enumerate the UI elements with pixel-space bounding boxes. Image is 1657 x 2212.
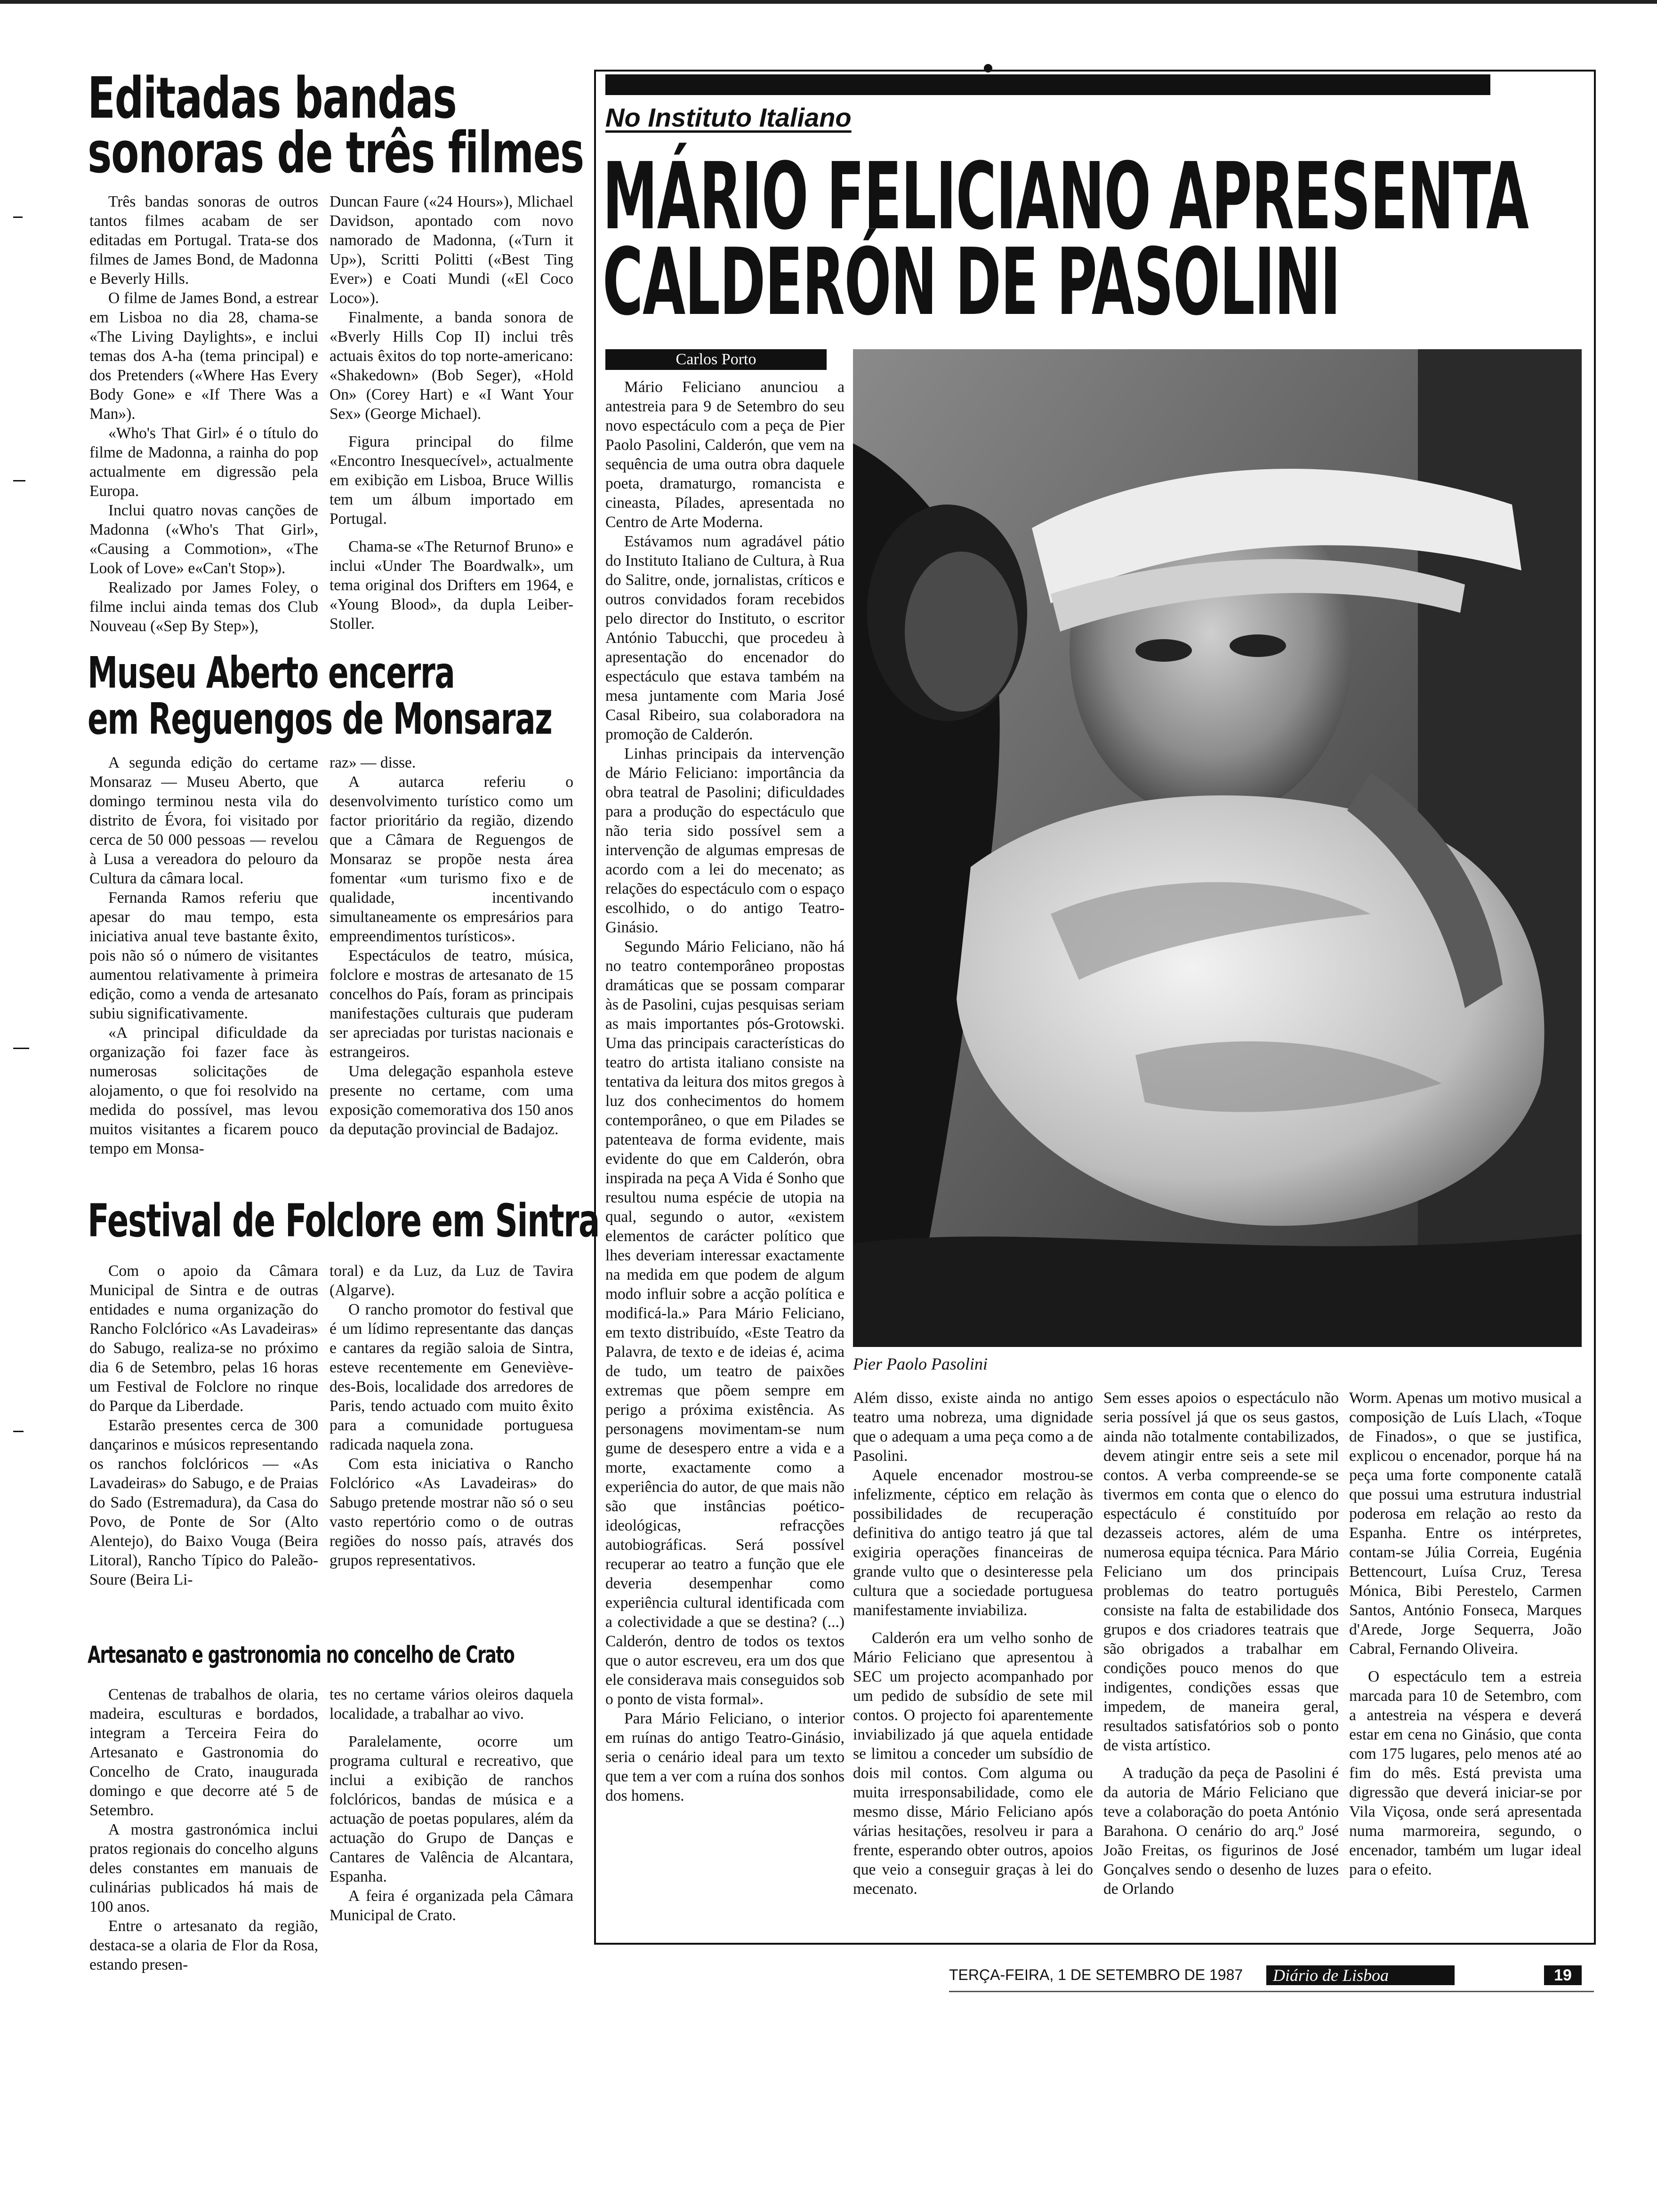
paragraph: Entre o artesanato da região, destaca-se a olaria de Flor da Rosa, estando presen- — [89, 1917, 318, 1973]
article2-headline-line1: Museu Aberto encerra — [88, 648, 455, 698]
paragraph: A tradução da peça de Pasolini é da autoria de Mário Feliciano que teve a colaboração do poeta António Barahona. O cenário do arq.º José João Freitas, os figurinos de José Gonçalves sendo o desenho de luzes de Orlando — [1103, 1764, 1339, 1898]
paragraph: «A principal dificuldade da organização foi fazer face às numerosas solicitações de alojamento, o que foi resolvido na medida do possível, mas levou muitos visitantes a ficarem pouco tempo em Monsa- — [89, 1024, 318, 1157]
article1-headline-line2: sonoras de três filmes — [88, 120, 584, 186]
paragraph: A mostra gastronómica inclui pratos regionais do concelho alguns deles constantes em manuais de culinárias publicados há mais de 100 anos. — [89, 1821, 318, 1915]
article1-headline-line1: Editadas bandas — [88, 66, 457, 131]
paragraph: O rancho promotor do festival que é um lídimo representante das danças e cantares da região saloia de Sintra, esteve recentemente em Geneviève-des-Bois, localidade dos arredores de Paris, tendo actuado com muito êxito para a comunidade portuguesa radicada naquela zona. — [330, 1301, 573, 1453]
paragraph: A autarca referiu o desenvolvimento turístico como um factor prioritário da região, dizendo que a Câmara de Reguengos de Monsaraz se propõe nesta área fomentar «um turismo fixo e de qualidade, incentivando simultaneamente os empresários para empreendimentos turísticos». — [330, 773, 573, 945]
paragraph: Realizado por James Foley, o filme inclui ainda temas dos Club Nouveau («Sep By Step»), — [89, 579, 318, 635]
paragraph: Linhas principais da intervenção de Mário Feliciano: importância da obra teatral de Pasolini; dificuldades para a produção do espectáculo que não teria sido possível sem a intervenção de algumas empresas de acordo com a lei do mecenato; as relações do espectáculo com o espaço escolhido, o do antigo Teatro-Ginásio. — [605, 745, 845, 936]
paragraph: O filme de James Bond, a estrear em Lisboa no dia 28, chama-se «The Living Daylights», e inclui temas dos A-ha (tema principal) e dos Pretenders («Where Has Every Body Gone» e «If There Was a Man»). — [89, 289, 318, 423]
paragraph: tes no certame vários oleiros daquela localidade, a trabalhar ao vivo. — [330, 1686, 573, 1723]
paragraph: Três bandas sonoras de outros tantos filmes acabam de ser editadas em Portugal. Trata-se dos filmes de James Bond, de Madonna e Beverly Hills. — [89, 193, 318, 288]
paragraph: «Who's That Girl» é o título do filme de Madonna, a rainha do pop actualmente em digressão pela Europa. — [89, 425, 318, 500]
paragraph: Para Mário Feliciano, o interior em ruínas do antigo Teatro-Ginásio, seria o cenário ideal para um texto que tem a ver com a ruína dos sonhos dos homens. — [605, 1710, 845, 1804]
main-col4 — [1349, 1388, 1582, 1879]
paragraph: Uma delegação espanhola esteve presente no certame, com uma exposição comemorativa dos 150 anos da deputação provincial de Badajoz. — [330, 1063, 573, 1138]
paragraph: raz» — disse. — [330, 754, 416, 771]
footer-date: TERÇA-FEIRA, 1 DE SETEMBRO DE 1987 — [949, 1966, 1243, 1983]
article2-col1 — [89, 753, 318, 1158]
article4-col2 — [330, 1685, 573, 1925]
paragraph: A feira é organizada pela Câmara Municipal de Crato. — [330, 1887, 573, 1924]
main-col3 — [1103, 1388, 1339, 1899]
paragraph: Segundo Mário Feliciano, não há no teatro contemporâneo propostas dramáticas que se possam comparar às de Pasolini, cujas pesquisas seriam as mais importantes pós-Grotowski. Uma das principais características do teatro do artista italiano consiste na tentativa da leitura dos mitos gregos à luz dos conhecimentos do homem contemporâneo, o que em Pilades se patenteava de forma evidente, mais evidente do que em Calderón, obra inspirada na peça A Vida é Sonho que resultou numa espécie de utopia na qual, segundo o autor, «existem elementos de carácter político que lhes deveriam interessar exactamente na medida em que podem de algum modo influir sobre a acção política e modificá-la.» Para Mário Feliciano, em texto distribuído, «Este Teatro da Palavra, de texto e de ideias é, acima de tudo, um teatro de paixões extremas que põem sempre em perigo a próxima existência. As personagens movimentam-se num gume de desespero entre a vida e a morte, exactamente como a experiência do autor, de que mais não são que instâncias poético-ideológicas, refracções autobiográficas. Será possível recuperar ao teatro a função que ele deveria desempenhar como experiência cultural identificada com a colectividade a que se destina? (...) Calderón, dentro de todos os textos que o autor escreveu, era um dos que ele considerava mais conseguidos sob o ponto de vista formal». — [605, 938, 845, 1708]
paragraph: Finalmente, a banda sonora de «Bverly Hills Cop II) inclui três actuais êxitos do top norte-americano: «Shakedown» (Bob Seger), «Hold On» (Corey Hart) e «I Want Your Sex» (George Michael). — [330, 309, 573, 423]
top-scan-line — [0, 0, 1657, 4]
paragraph: Além disso, existe ainda no antigo teatro uma nobreza, uma dignidade que o adequam a uma peça como a de Pasolini. — [853, 1389, 1093, 1465]
paragraph: A segunda edição do certame Monsaraz — Museu Aberto, que domingo terminou nesta vila do distrito de Évora, foi visitado por cerca de 50 000 pessoas — revelou à Lusa a vereadora do pelouro da Cultura da câmara local. — [89, 754, 318, 887]
paragraph: Sem esses apoios o espectáculo não seria possível já que os seus gastos, ainda não totalmente contabilizados, devem atingir entre seis a sete mil contos. A verba compreende-se se tivermos em conta que o elenco do espectáculo é constituído por dezasseis actores, além de uma numerosa equipa técnica. Para Mário Feliciano um dos principais problemas do teatro português consiste na falta de estabilidade dos grupos e dos criadores teatrais que são obrigados a trabalhar em condições pouco menos do que indigentes, condições essas que impedem, de maneira geral, resultados satisfatórios sob o ponto de vista artístico. — [1103, 1389, 1339, 1754]
article4-headline: Artesanato e gastronomia no concelho de Crato — [88, 1641, 515, 1668]
paragraph: Com esta iniciativa o Rancho Folclórico «As Lavadeiras» do Sabugo pretende mostrar não só o seu vasto repertório como o de outras regiões do nosso país, através dos grupos representativos. — [330, 1455, 573, 1569]
paragraph: Fernanda Ramos referiu que apesar do mau tempo, esta iniciativa anual teve bastante êxito, pois não só o número de visitantes aumentou relativamente à primeira edição, como a venda de artesanato subiu significativamente. — [89, 889, 318, 1022]
paragraph: Aquele encenador mostrou-se infelizmente, céptico em relação às possibilidades de recuperação definitiva do antigo teatro já que tal exigiria operações financeiras de grande vulto que o desinteresse pela cultura que a sociedade portuguesa manifestamente inviabiliza. — [853, 1467, 1093, 1619]
main-headline-line1: MÁRIO FELICIANO APRESENTA — [603, 143, 1528, 250]
paragraph: Centenas de trabalhos de olaria, madeira, esculturas e bordados, integram a Terceira Feira do Artesanato e Gastronomia do Concelho de Crato, inaugurada domingo e que decorre até 5 de Setembro. — [89, 1686, 318, 1819]
margin-tick — [13, 1048, 29, 1049]
paragraph: Mário Feliciano anunciou a antestreia para 9 de Setembro do seu novo espectáculo com a peça de Pier Paolo Pasolini, Calderón, que vem na sequência de uma outra obra daquele poeta, dramaturgo, romancista e cineasta, Pílades, apresentada no Centro de Arte Moderna. — [605, 378, 845, 531]
main-col1 — [605, 377, 845, 1805]
paragraph: Duncan Faure («24 Hours»), Mlichael Davidson, apontado com novo namorado de Madonna, («Turn it Up»), Scritti Politti («Best Ting Ever») e Coati Mundi («El Coco Loco»). — [330, 193, 573, 307]
paragraph: O espectáculo tem a estreia marcada para 10 de Setembro, com a antestreia na véspera e deverá estar em cena no Ginásio, que conta com 175 lugares, pelo menos até ao fim do mês. Está prevista uma digressão que deverá iniciar-se por Vila Viçosa, onde será apresentada numa marmoreira, segundo, o encenador, também um lugar ideal para o efeito. — [1349, 1668, 1582, 1878]
main-top-bar — [605, 74, 1490, 95]
article4-col1 — [89, 1685, 318, 1974]
paragraph: Com o apoio da Câmara Municipal de Sintra e de outras entidades e numa organização do Rancho Folclórico «As Lavadeiras» do Sabugo, realiza-se no próximo dia 6 de Setembro, pelas 16 horas um Festival de Folclore no rinque do Parque da Liberdade. — [89, 1262, 318, 1415]
paragraph: Chama-se «The Returnof Bruno» e inclui «Under The Boardwalk», um tema original dos Drifters em 1964, e «Young Blood», da dupla Leiber-Stoller. — [330, 538, 573, 633]
paragraph: Espectáculos de teatro, música, folclore e mostras de artesanato de 15 concelhos do País, foram as principais manifestações culturais que puderam ser apreciadas por turistas nacionais e estrangeiros. — [330, 947, 573, 1061]
photo-caption: Pier Paolo Pasolini — [853, 1354, 988, 1373]
byline-text: Carlos Porto — [676, 351, 756, 368]
footer-page-box — [1544, 1965, 1582, 1985]
paragraph: Estávamos num agradável pátio do Instituto Italiano de Cultura, à Rua do Salitre, onde, jornalistas, críticos e outros convidados foram recebidos pelo director do Instituto, o escritor António Tabucchi, que procedeu à apresentação do encenador do espectáculo que estava também na mesa juntamente com Maria José Casal Ribeiro, sua colaboradora na promoção de Calderón. — [605, 533, 845, 743]
article2-headline-line2: em Reguengos de Monsaraz — [88, 694, 552, 744]
main-kicker: No Instituto Italiano — [605, 103, 852, 132]
main-headline-line2: CALDERÓN DE PASOLINI — [603, 229, 1340, 336]
margin-tick — [13, 216, 23, 218]
byline — [605, 349, 827, 370]
article3-col2 — [330, 1261, 573, 1570]
paragraph: Estarão presentes cerca de 300 dançarinos e músicos representando os ranchos folclóricos — «As Lavadeiras» do Sabugo, e de Praias do Sado (Estremadura), da Casa do Povo, de Ponte de Sor (Alto Alentejo), do Baixo Vouga (Beira Litoral), Rancho Típico do Paleão-Soure (Beira Li- — [89, 1417, 318, 1588]
footer-rule — [949, 1991, 1594, 1992]
paragraph: Calderón era um velho sonho de Mário Feliciano que apresentou à SEC um projecto acompanhado por um pedido de subsídio de sete mil contos. O projecto foi aparentemente inviabilizado já que aquela entidade se limitou a conceder um subsídio de dois mil contos. Com alguma ou muita irresponsabilidade, como ele mesmo disse, Mário Feliciano após várias hesitações, resolveu ir para a frente, esperando obter outros, apoios que veio a conseguir graças à lei do mecenato. — [853, 1629, 1093, 1898]
footer-page-number: 19 — [1554, 1966, 1572, 1984]
main-col2 — [853, 1388, 1093, 1899]
paragraph: toral) e da Luz, da Luz de Tavira (Algarve). — [330, 1262, 573, 1299]
margin-tick — [13, 1431, 24, 1432]
paragraph: Paralelamente, ocorre um programa cultural e recreativo, que inclui a exibição de ranchos folclóricos, bandas de música e a actuação de poetas populares, além da actuação do Grupo de Danças e Cantares de Valência de Alcantara, Espanha. — [330, 1733, 573, 1885]
photo-image — [853, 349, 1582, 1347]
article2-col2 — [330, 753, 573, 1139]
paragraph: Worm. Apenas um motivo musical a composição de Luís Llach, «Toque de Finados», o que se justifica, explicou o encenador, porque há na peça uma forte componente catalã que possui uma estrutura industrial poderosa em relação ao resto da Espanha. Entre os intérpretes, contam-se Júlia Correia, Eugénia Bettencourt, Luísa Cruz, Teresa Mónica, Bibi Perestelo, Carmen Santos, António Fonseca, Marques d'Arede, Jorge Sequerra, João Cabral, Fernando Oliveira. — [1349, 1389, 1582, 1658]
paragraph: Figura principal do filme «Encontro Inesquecível», actualmente em exibição em Lisboa, Bruce Willis tem um álbum importado em Portugal. — [330, 433, 573, 528]
article3-headline: Festival de Folclore em Sintra — [88, 1194, 599, 1247]
footer-masthead-bar — [1266, 1965, 1455, 1985]
article1-col2 — [330, 192, 573, 633]
pasolini-photo — [853, 349, 1582, 1347]
margin-tick — [13, 480, 25, 481]
article1-col1 — [89, 192, 318, 636]
bullet-dot — [984, 64, 992, 72]
article3-col1 — [89, 1261, 318, 1589]
footer-masthead: Diário de Lisboa — [1273, 1966, 1389, 1985]
paragraph: Inclui quatro novas canções de Madonna («Who's That Girl», «Causing a Commotion», «The Look of Love» e«Can't Stop»). — [89, 502, 318, 577]
